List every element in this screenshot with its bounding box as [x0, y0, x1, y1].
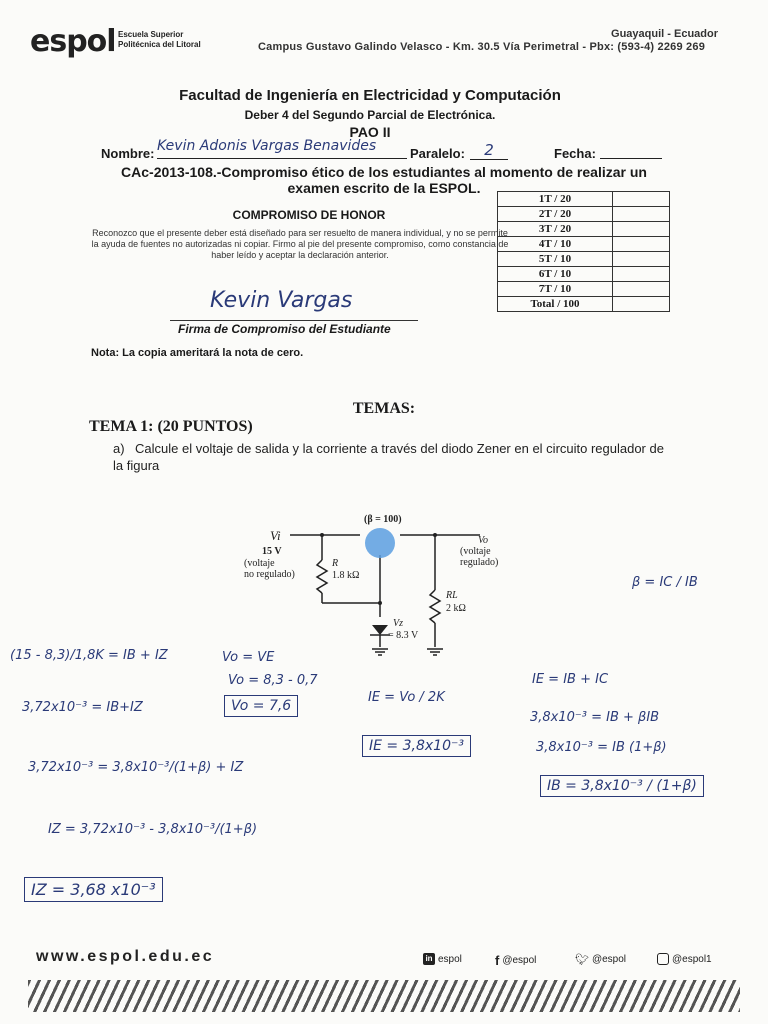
score-value — [613, 192, 670, 207]
term-label: PAO II — [349, 124, 391, 140]
score-table — [497, 191, 670, 312]
hw-vo1: Vo = VE — [222, 650, 275, 665]
nombre-label: Nombre: — [101, 146, 155, 161]
hw-eq2: 3,72x10⁻³ = IB+IZ — [22, 700, 143, 715]
paralelo-label: Paralelo: — [410, 146, 465, 161]
hw-r2: 3,8x10⁻³ = IB + βIB — [530, 710, 660, 725]
hw-r1: IE = IB + IC — [532, 672, 609, 687]
honor-text: Reconozco que el presente deber está diseñado para ser resuelto de manera individual, y no se permite la ayuda de fuentes no autorizadas ni copiar. Firmo al pie del presente compromiso, como constancia de haber leído y aceptar la declaración anterior. — [91, 228, 509, 260]
score-row — [498, 237, 670, 252]
social-instagram[interactable]: @espol1 — [657, 953, 712, 965]
honor-title: COMPROMISO DE HONOR — [232, 208, 386, 222]
hw-eq3: 3,72x10⁻³ = 3,8x10⁻³/(1+β) + IZ — [28, 760, 244, 775]
score-value — [613, 297, 670, 312]
transistor-highlight — [365, 528, 395, 558]
espol-website[interactable]: www.espol.edu.ec — [36, 948, 215, 965]
social-facebook[interactable]: f @espol — [495, 953, 537, 968]
score-value — [613, 282, 670, 297]
linkedin-icon: in — [423, 953, 435, 965]
score-value — [613, 207, 670, 222]
r-label: R — [332, 558, 339, 569]
score-label: 1T / 20 — [498, 192, 613, 207]
signature-label: Firma de Compromiso del Estudiante — [178, 322, 391, 336]
tema1-item-a: a) Calcule el voltaje de salida y la corriente a través del diodo Zener en el circuito regulador de la figura — [113, 441, 664, 473]
score-label: 6T / 10 — [498, 267, 613, 282]
score-row — [498, 297, 670, 312]
rl-value: 2 kΩ — [446, 603, 466, 614]
score-label: Total / 100 — [498, 297, 613, 312]
nombre-value: Kevin Adonis Vargas Benavides — [157, 138, 407, 159]
score-value — [613, 237, 670, 252]
vi-note: (voltaje no regulado) — [244, 558, 295, 580]
vo-note: (voltaje regulado) — [460, 546, 499, 568]
espol-logo: espol — [30, 24, 116, 59]
vz-value: = 8.3 V — [388, 630, 419, 641]
instagram-icon — [657, 953, 669, 965]
score-row — [498, 267, 670, 282]
beta-label: (β = 100) — [364, 514, 402, 525]
vz-label: Vz — [393, 618, 403, 629]
hw-eq1: (15 - 8,3)/1,8K = IB + IZ — [10, 648, 168, 663]
footer-stripes — [28, 980, 740, 1012]
vi-label: Vi — [270, 528, 281, 543]
twitter-icon: 🐦︎ — [575, 954, 589, 966]
fecha-label: Fecha: — [554, 146, 596, 161]
hw-ie-result: IE = 3,8x10⁻³ — [362, 735, 471, 757]
score-label: 3T / 20 — [498, 222, 613, 237]
faculty-title: Facultad de Ingeniería en Electricidad y Computación — [179, 87, 561, 104]
tema1-title: TEMA 1: (20 PUNTOS) — [89, 418, 253, 435]
score-row — [498, 252, 670, 267]
student-signature: Kevin Vargas — [210, 288, 353, 313]
vi-value: 15 V — [262, 546, 282, 557]
hw-vo2: Vo = 8,3 - 0,7 — [228, 673, 318, 688]
rl-label: RL — [446, 590, 458, 601]
hw-iz-result: IZ = 3,68 x10⁻³ — [24, 877, 163, 902]
score-label: 5T / 10 — [498, 252, 613, 267]
hw-beta-relation: β = IC / IB — [632, 575, 698, 590]
campus-address: Campus Gustavo Galindo Velasco - Km. 30.5 Vía Perimetral - Pbx: (593-4) 2269 269 — [258, 41, 706, 53]
facebook-icon: f — [495, 953, 500, 968]
hw-ib-result: IB = 3,8x10⁻³ / (1+β) — [540, 775, 704, 797]
hw-eq4: IZ = 3,72x10⁻³ - 3,8x10⁻³/(1+β) — [48, 822, 258, 837]
hw-ie1: IE = Vo / 2K — [368, 690, 445, 705]
signature-line — [170, 320, 418, 321]
vo-label: Vo — [478, 535, 488, 546]
score-label: 2T / 20 — [498, 207, 613, 222]
score-value — [613, 252, 670, 267]
social-linkedin[interactable]: in espol — [423, 953, 462, 965]
ethics-commitment-title: CAc-2013-108.-Compromiso ético de los estudiantes al momento de realizar un examen escrito de la ESPOL. — [121, 164, 647, 196]
copy-note: Nota: La copia ameritará la nota de cero. — [91, 347, 304, 359]
score-row — [498, 282, 670, 297]
score-row — [498, 207, 670, 222]
fecha-field — [600, 144, 662, 159]
assignment-title: Deber 4 del Segundo Parcial de Electrónica. — [244, 108, 496, 122]
score-row — [498, 222, 670, 237]
paralelo-value: 2 — [470, 141, 508, 160]
score-value — [613, 222, 670, 237]
score-row — [498, 192, 670, 207]
score-value — [613, 267, 670, 282]
logo-subtitle: Escuela Superior Politécnica del Litoral — [118, 30, 201, 49]
hw-vo-result: Vo = 7,6 — [224, 695, 298, 717]
r-value: 1.8 kΩ — [332, 570, 360, 581]
hw-r3: 3,8x10⁻³ = IB (1+β) — [536, 740, 667, 755]
score-label: 4T / 10 — [498, 237, 613, 252]
temas-heading: TEMAS: — [352, 400, 416, 417]
score-label: 7T / 10 — [498, 282, 613, 297]
city: Guayaquil - Ecuador — [611, 28, 718, 40]
social-twitter[interactable]: 🐦︎ @espol — [575, 954, 627, 966]
